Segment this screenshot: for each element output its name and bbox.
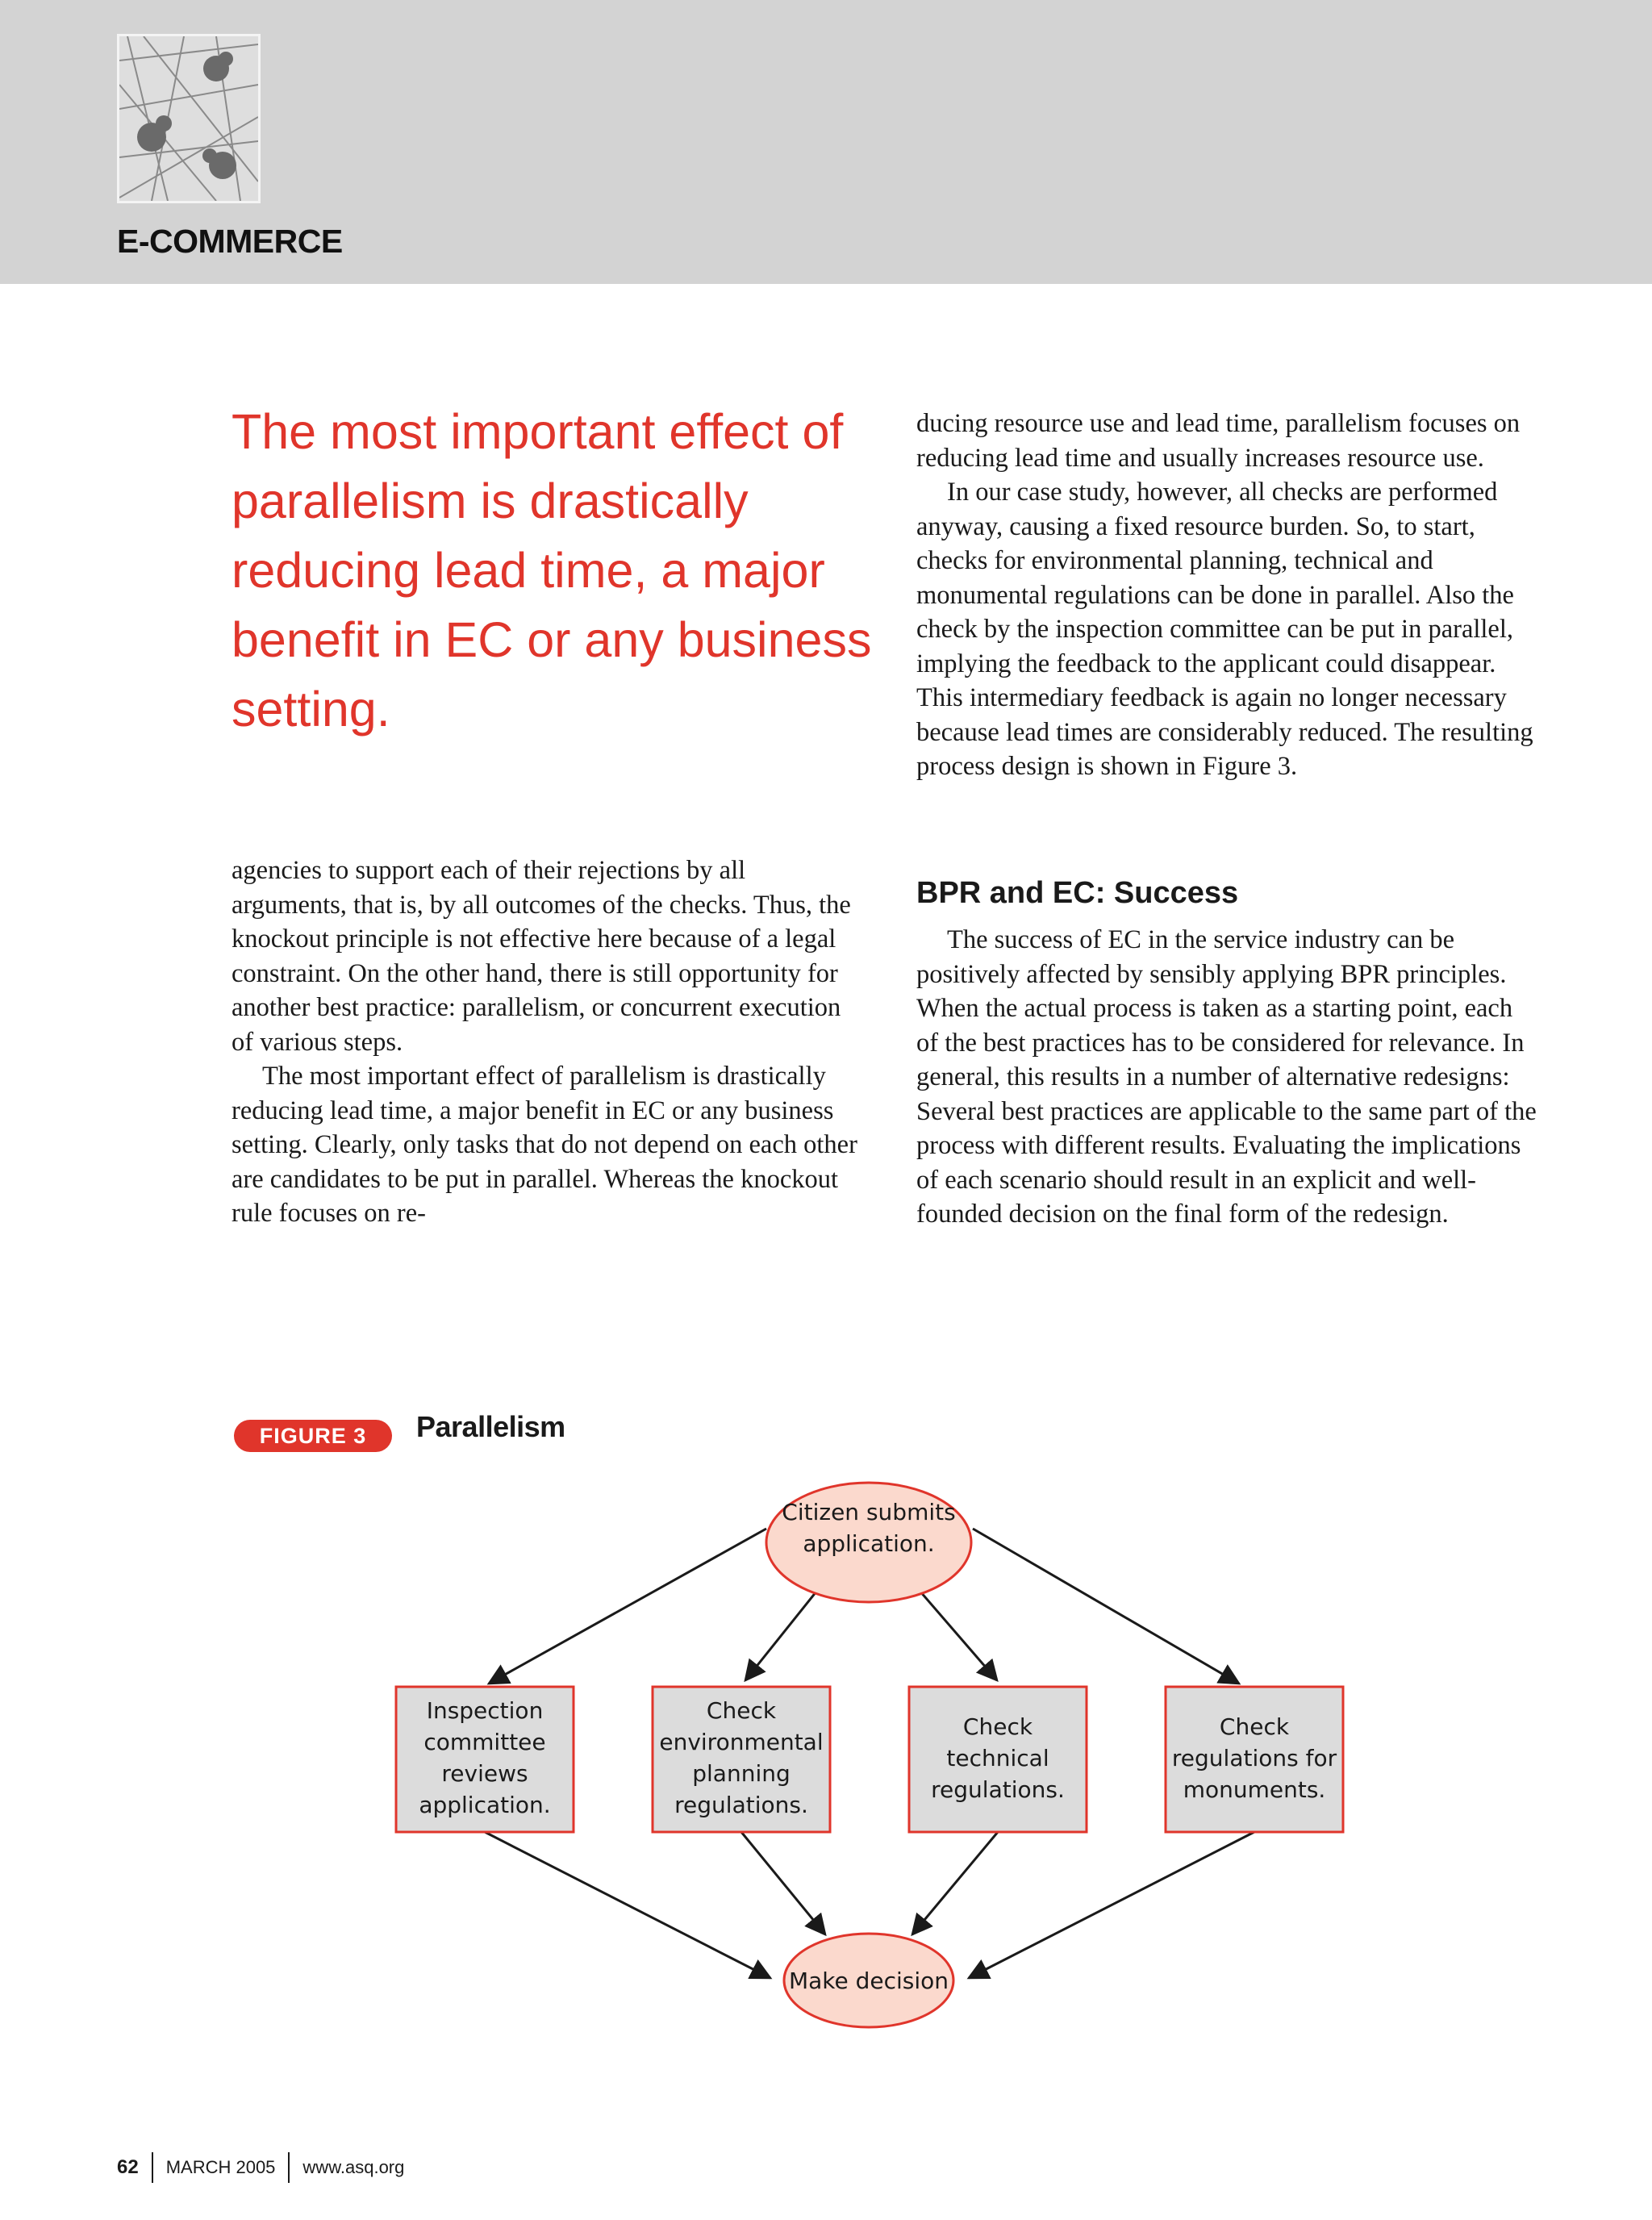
task-line: planning <box>692 1760 791 1787</box>
pull-quote: The most important effect of parallelism is drastically reducing lead time, a major benefit in EC or any business setting. <box>232 404 872 737</box>
task-line: regulations. <box>674 1792 808 1818</box>
subheading: BPR and EC: Success <box>916 876 1239 910</box>
task-box-environmental <box>653 1687 830 1832</box>
paragraph: agencies to support each of their rejections by all arguments, that is, by all outcomes of the checks. Thus, the knockout principle is not effective here because of a legal constraint. On the other hand, there is still opportunity for another best practice: parallelism, or concurrent execution of various steps. <box>232 856 851 1057</box>
task-line: regulations. <box>931 1776 1065 1803</box>
task-line: committee <box>423 1729 546 1755</box>
task-box-inspection <box>396 1687 574 1832</box>
task-box-technical <box>909 1687 1087 1832</box>
issue-date: MARCH 2005 <box>165 2157 276 2177</box>
task-line: Check <box>1219 1713 1290 1740</box>
section-label: E-COMMERCE <box>117 223 343 260</box>
end-node-label: Make decision <box>788 1968 949 1994</box>
task-line: Check <box>962 1713 1033 1740</box>
task-line: monuments. <box>1183 1776 1326 1803</box>
task-line: environmental <box>659 1729 824 1755</box>
paragraph: In our case study, however, all checks are performed anyway, causing a fixed resource burden. So, to start, checks for environmental planning, technical and monumental regulations can be done in parallel. Also the check by the inspection committee can be put in parallel, implying the feedback to the applicant could disappear. This intermediary feedback is again no longer necessary because lead times are considerably reduced. The resulting process design is shown in Figure 3. <box>916 478 1533 781</box>
page-number: 62 <box>117 2156 139 2178</box>
paragraph: ducing resource use and lead time, parallelism focuses on reducing lead time and usually increases resource use. <box>916 409 1521 473</box>
footer-divider <box>152 2152 153 2183</box>
page-footer <box>117 2152 404 2183</box>
task-line: reviews <box>441 1760 528 1787</box>
task-line: regulations for <box>1171 1745 1337 1771</box>
arrow <box>745 1579 826 1680</box>
arrow <box>969 1832 1254 1978</box>
arrow <box>910 1579 997 1680</box>
arrow <box>489 1529 766 1684</box>
task-box-monuments <box>1166 1687 1343 1832</box>
arrow <box>912 1832 998 1934</box>
paragraph: The success of EC in the service industry can be positively affected by sensibly applying BPR principles. When the actual process is taken as a starting point, each of the best practices has to be considered for relevance. In general, this results in a number of alternative redesigns: Several best practices are applicable to the same part of the process with different results. Evaluating the implications of each scenario should result in an explicit and well-founded decision on the final form of the redesign. <box>916 925 1537 1229</box>
paragraph: The most important effect of parallelism is drastically reducing lead time, a major benefit in EC or any business setting. Clearly, only tasks that do not depend on each other are candidates to be put in parallel. Whereas the knockout rule focuses on re- <box>232 1062 857 1228</box>
figure-title: Parallelism <box>416 1410 565 1443</box>
footer-divider <box>288 2152 290 2183</box>
task-line: technical <box>946 1745 1049 1771</box>
arrow <box>973 1529 1239 1684</box>
start-node-line: application. <box>803 1530 935 1557</box>
task-line: application. <box>419 1792 551 1818</box>
website-url: www.asq.org <box>302 2157 405 2177</box>
task-line: Inspection <box>426 1697 544 1724</box>
arrow <box>741 1832 825 1934</box>
start-node-line: Citizen submits <box>782 1499 956 1525</box>
start-node <box>766 1483 971 1602</box>
arrow <box>485 1832 770 1978</box>
end-node <box>784 1934 953 2027</box>
task-line: Check <box>706 1697 777 1724</box>
figure-badge: FIGURE 3 <box>234 1420 392 1452</box>
